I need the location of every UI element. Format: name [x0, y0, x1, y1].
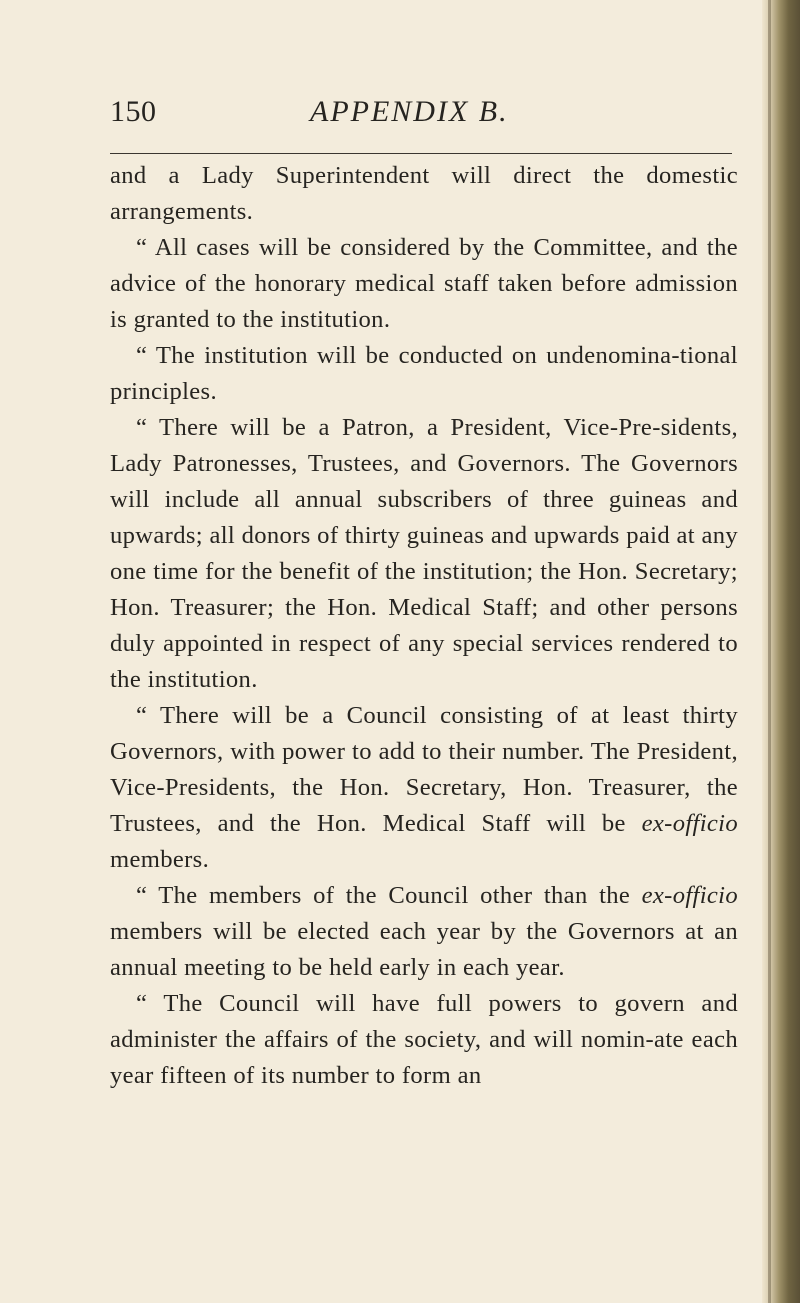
paragraph-4: “ There will be a Patron, a President, Vice-Pre-sidents, Lady Patronesses, Trustees, and Governors. The Governors will include all annual subscribers of three guineas and upwards; all donors of thirty guineas and upwards paid at any one time for the benefit of the institution; the Hon. Secretary; Hon. Treasurer; the Hon. Medical Staff; and other persons duly appointed in respect of any special services rendered to the institution.: [110, 414, 738, 693]
paragraph-3: “ The institution will be conducted on undenomina-tional principles.: [110, 342, 738, 405]
body-text: [110, 158, 738, 1094]
paragraph-6-text-a: “ The members of the Council other than the: [136, 882, 642, 909]
paragraph-6: [110, 878, 738, 986]
header-rule: [110, 153, 732, 154]
page-number: 150: [110, 95, 157, 128]
paragraph-5: [110, 698, 738, 878]
paragraph-5-italic: ex-officio: [641, 810, 738, 837]
page-header: [110, 92, 740, 132]
paragraph-5-text-b: members.: [110, 846, 210, 873]
paragraph-1: and a Lady Superintendent will direct the domestic arrangements.: [110, 162, 738, 225]
page-edge-shadow: [762, 0, 800, 1303]
paragraph-6-italic: ex-officio: [641, 882, 738, 909]
paragraph-2: “ All cases will be considered by the Committee, and the advice of the honorary medical staff taken before admission is granted to the institution.: [110, 234, 738, 333]
running-head: APPENDIX B.: [310, 95, 509, 128]
paragraph-5-text-a: “ There will be a Council consisting of at least thirty Governors, with power to add to their number. The President, Vice-Presidents, the Hon. Secretary, Hon. Treasurer, the Trustees, and the Hon. Medical Staff will be: [110, 702, 738, 837]
paragraph-6-text-b: members will be elected each year by the Governors at an annual meeting to be held early in each year.: [110, 918, 738, 981]
paragraph-7: “ The Council will have full powers to govern and administer the affairs of the society, and will nomin-ate each year fifteen of its number to form an: [110, 990, 738, 1089]
